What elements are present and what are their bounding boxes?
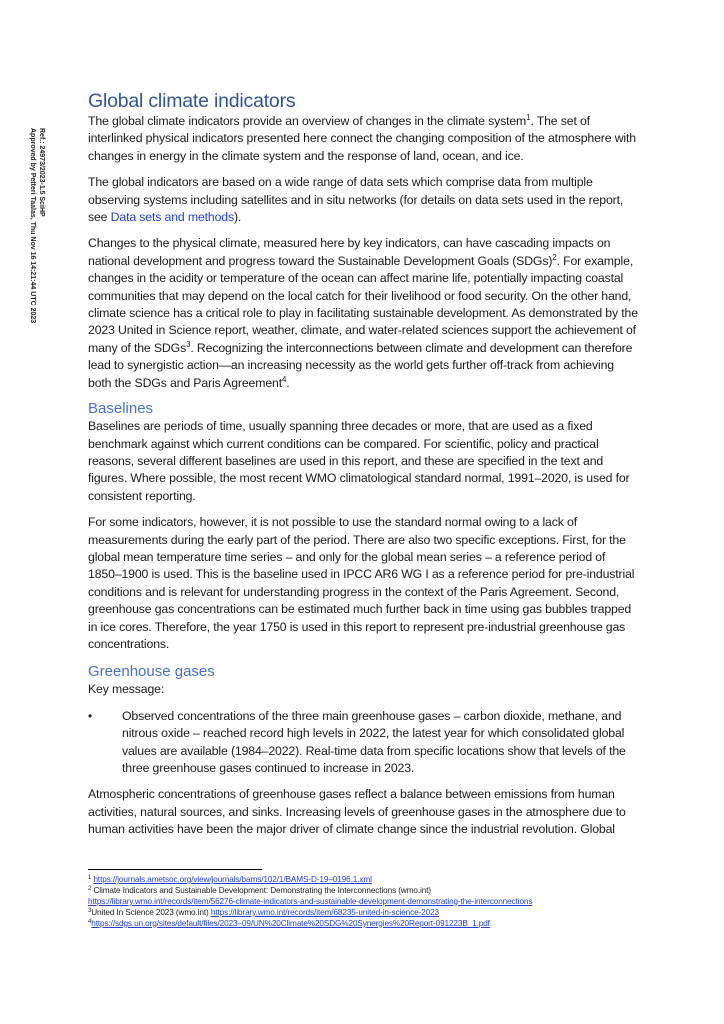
reference-number: Ref.: 24973/2023-1.5 SciHP [38,128,45,217]
baselines-paragraph-1: Baselines are periods of time, usually spanning three decades or more, that are used as a fixed benchmark against which current conditions can be compared. For scientific, policy and practical reasons, several different baselines are used in this report, and these are specified in the text and figures. Where possible, the most recent WMO climatological standard normal, 1991–2020, is used for consistent reporting. [88,419,630,503]
section-heading-baselines: Baselines [88,400,154,418]
approval-stamp [24,128,48,358]
data-sets-methods-link[interactable]: Data sets and methods [110,210,234,225]
bullet-icon: • [88,708,93,723]
footnote-ref-2[interactable]: 2 [552,252,557,262]
intro-paragraph-1: The global climate indicators provide an overview of changes in the climate system$^1$. The set of interlinked physical indicators presented here connect the changing composition of the atmosphere with changes in energy in the climate system and the response of land, ocean, and ice. [88,113,636,163]
key-message-label: Key message: [88,682,165,697]
intro-paragraph-2: The global indicators are based on a wide range of data sets which comprise data from multiple observing systems including satellites and in situ networks (for details on data sets used in the report, see Data sets and methods). [88,175,624,225]
key-message-bullet [88,708,640,778]
footnote-ref-4[interactable]: 4 [281,374,287,384]
footnote-3-link[interactable]: https://library.wmo.int/records/item/68235-united-in-science-2023 [210,907,439,917]
footnote-2: $^2$ Climate Indicators and Sustainable Development: Demonstrating the Interconnections (wmo.int) https://library.wmo.int/records/item/56276-climate-indicators-and-sustainable-development-demonstrating-the-interconnections [88,885,533,906]
footnotes [88,875,648,930]
footnote-ref-1[interactable]: 1 [526,113,531,122]
footnote-1: $^1$ https://journals.ametsoc.org/view/journals/bams/102/1/BAMS-D-19–0196.1.xml [88,875,372,884]
footnote-1-link[interactable]: https://journals.ametsoc.org/view/journals/bams/102/1/BAMS-D-19–0196.1.xml [93,875,372,884]
section-heading-greenhouse-gases: Greenhouse gases [88,663,215,681]
footnote-4: $^4$https://sdgs.un.org/sites/default/files/2023–09/UN%20Climate%20SDG%20Synergies%20Report-091223B_1.pdf [88,918,490,928]
footnote-4-link[interactable]: https://sdgs.un.org/sites/default/files/2023–09/UN%20Climate%20SDG%20Synergies%20Report-091223B_1.pdf [91,918,490,928]
document-page [88,89,640,839]
page-title: Global climate indicators [88,90,296,112]
footnote-3: $^3$United In Science 2023 (wmo.int) https://library.wmo.int/records/item/68235-united-in-science-2023 [88,907,439,917]
footnote-separator [88,869,262,870]
approval-line: Approved by Petteri Taalas, Thu Nov 16 14:21:44 UTC 2023 [29,128,36,324]
footnote-2-link[interactable]: https://library.wmo.int/records/item/56276-climate-indicators-and-sustainable-development-demonstrating-the-interconnections [88,896,533,906]
baselines-paragraph-2: For some indicators, however, it is not possible to use the standard normal owing to a lack of measurements during the early part of the period. There are also two specific exceptions. First, for the global mean temperature time series – and only for the global mean series – a reference period of 1850–1900 is used. This is the baseline used in IPCC AR6 WG I as a reference period for pre-industrial conditions and is relevant for understanding progress in the context of the Paris Agreement. Second, greenhouse gas concentrations can be estimated much further back in time using gas bubbles trapped in ice cores. Therefore, the year 1750 is used in this report to represent pre-industrial greenhouse gas concentrations. [88,515,635,651]
intro-paragraph-3: Changes to the physical climate, measured here by key indicators, can have cascading impacts on national development and progress toward the Sustainable Development Goals (SDGs)$^2$. For example, changes in the acidity or temperature of the ocean can affect marine life, potentially impacting coastal communities that may depend on the local catch for their livelihood or food security. On the other hand, climate science has a critical role to play in facilitating sustainable development. As demonstrated by the 2023 United in Science report, weather, climate, and water-related sciences support the achievement of many of the SDGs$^3$. Recognizing the interconnections between climate and development can therefore lead to synergistic action—an increasing necessity as the world gets further off-track from achieving both the SDGs and Paris Agreement$^4$. [88,236,638,390]
bullet-text: Observed concentrations of the three main greenhouse gases – carbon dioxide, methane, and nitrous oxide – reached record high levels in 2022, the latest year for which consolidated global values are available (1984–2022). Real-time data from specific locations show that levels of the three greenhouse gases continued to increase in 2023. [122,708,626,775]
footnote-ref-3[interactable]: 3 [186,339,191,349]
greenhouse-paragraph-1: Atmospheric concentrations of greenhouse gases reflect a balance between emissions from human activities, natural sources, and sinks. Increasing levels of greenhouse gases in the atmosphere due to human activities have been the major driver of climate change since the industrial revolution. Global [88,787,626,837]
